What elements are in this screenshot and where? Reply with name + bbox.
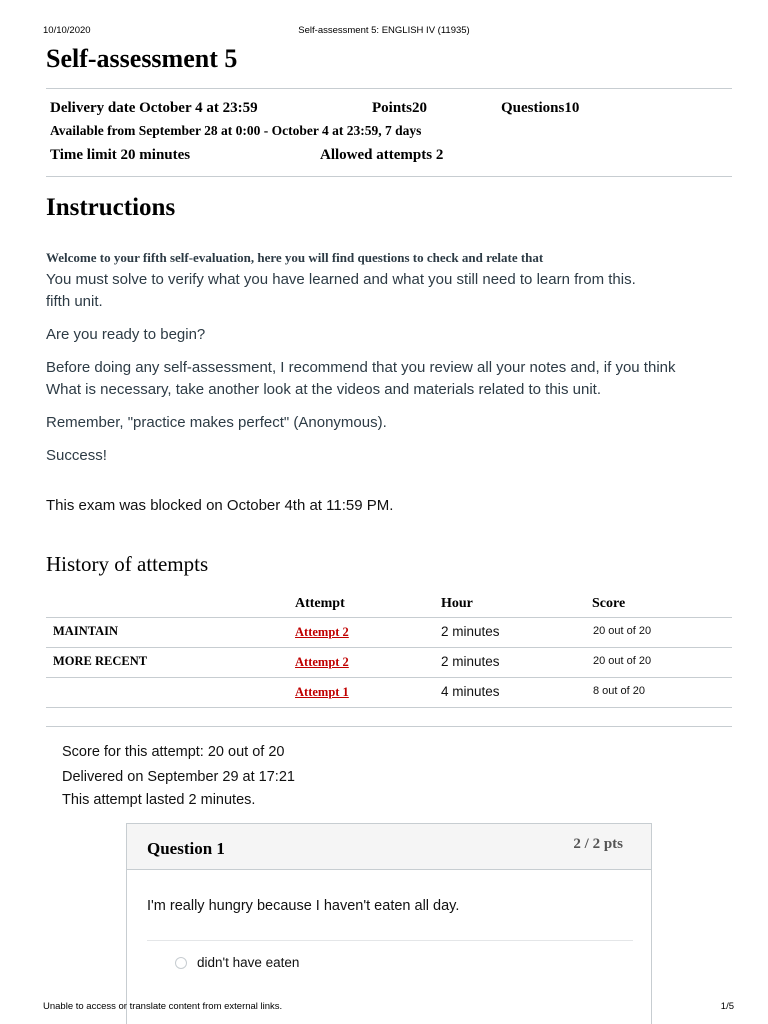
row-divider: [46, 677, 732, 678]
question-title: Question 1: [147, 839, 225, 858]
success-text: Success!: [46, 447, 107, 464]
delivered-on: Delivered on September 29 at 17:21: [62, 769, 295, 785]
attempt-link[interactable]: Attempt 1: [295, 685, 349, 699]
question-card: [126, 823, 652, 1024]
question-text: I'm really hungry because I haven't eaten all day.: [147, 898, 460, 914]
row-label: MAINTAIN: [53, 624, 119, 638]
footer-note: Unable to access or translate content from external links.: [43, 1001, 283, 1012]
review-text: What is necessary, take another look at the videos and materials related to this unit.: [46, 381, 602, 398]
availability: Available from September 28 at 0:00 - October 4 at 23:59, 7 days: [50, 123, 422, 138]
attempt-score: 20 out of 20: [593, 655, 652, 667]
history-title: History of attempts: [46, 552, 209, 576]
question-points: 2 / 2 pts: [573, 836, 623, 852]
page-number: 1/5: [720, 1001, 734, 1012]
instructions-line: You must solve to verify what you have learned and what you still need to learn from this.: [46, 271, 636, 288]
attempt-link[interactable]: Attempt 2: [295, 625, 349, 639]
page-title: Self-assessment 5: [46, 44, 238, 73]
answer-option[interactable]: didn't have eaten: [197, 955, 300, 970]
allowed-attempts: Allowed attempts 2: [320, 147, 444, 163]
instructions-title: Instructions: [46, 194, 176, 221]
instructions-line: fifth unit.: [46, 293, 103, 310]
points: Points20: [372, 100, 428, 116]
attempt-link[interactable]: Attempt 2: [295, 655, 349, 669]
row-label: MORE RECENT: [53, 654, 148, 668]
attempt-hour: 2 minutes: [441, 654, 500, 669]
column-header-hour: Hour: [441, 596, 473, 611]
ready-text: Are you ready to begin?: [46, 326, 206, 343]
attempt-hour: 2 minutes: [441, 624, 500, 639]
review-text: Before doing any self-assessment, I recommend that you review all your notes and, if you think: [46, 359, 676, 376]
print-date: 10/10/2020: [43, 25, 91, 36]
delivery-date: Delivery date October 4 at 23:59: [50, 100, 258, 116]
questions-count: Questions10: [501, 100, 580, 116]
attempt-score: 8 out of 20: [593, 685, 645, 697]
row-divider: [46, 707, 732, 708]
attempt-hour: 4 minutes: [441, 684, 500, 699]
blocked-notice: This exam was blocked on October 4th at 11:59 PM.: [46, 497, 394, 514]
print-title: Self-assessment 5: ENGLISH IV (11935): [298, 25, 470, 36]
attempt-score: 20 out of 20: [593, 625, 652, 637]
question-header: [127, 824, 651, 870]
attempt-score-summary: Score for this attempt: 20 out of 20: [62, 744, 285, 760]
answer-divider: [147, 940, 633, 941]
remember-text: Remember, "practice makes perfect" (Anonymous).: [46, 414, 387, 431]
answer-radio[interactable]: [175, 957, 187, 969]
column-header-score: Score: [592, 596, 626, 611]
divider: [46, 176, 732, 177]
row-divider: [46, 617, 732, 618]
time-limit: Time limit 20 minutes: [50, 147, 191, 163]
attempt-duration: This attempt lasted 2 minutes.: [62, 792, 256, 808]
column-header-attempt: Attempt: [295, 596, 345, 611]
welcome-text: Welcome to your fifth self-evaluation, here you will find questions to check and relate that: [46, 250, 544, 265]
row-divider: [46, 647, 732, 648]
divider: [46, 88, 732, 89]
divider: [46, 726, 732, 727]
